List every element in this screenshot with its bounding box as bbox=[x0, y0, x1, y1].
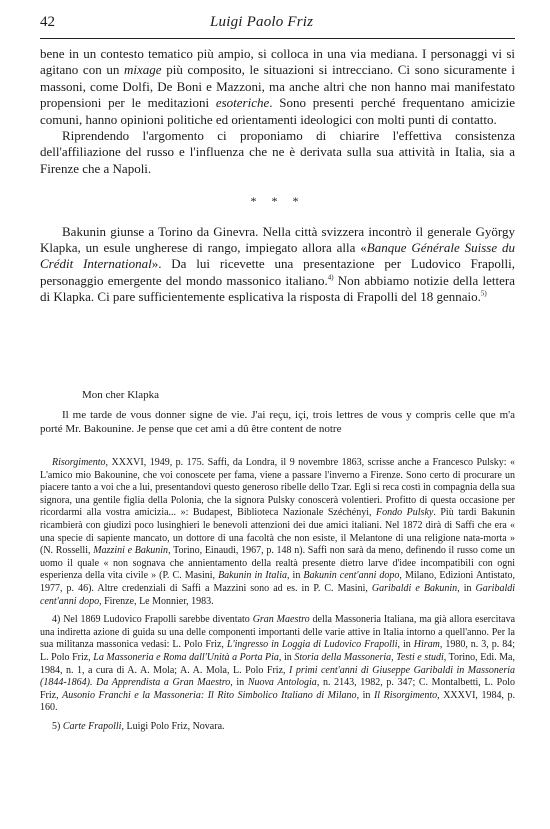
text-run: , in bbox=[230, 677, 248, 689]
text-run: , in bbox=[278, 651, 295, 663]
italic-run: I primi cent'anni di Giuseppe Garibaldi in Massoneria (1844-1864). Da Apprendista a Gran Maestro bbox=[40, 664, 515, 689]
italic-run: Hiram bbox=[413, 639, 440, 651]
text-run: . Più tardi Bakunin ricambierà con giudizi poco lusinghieri le benevoli attenzioni dei due amici italiani. Nel 1872 dirà di Saffi che era « una specie di sapiente mancato, un dottore di una facoltà che non esiste, il Melantone di una religione nata-morta » (N. Rosselli, bbox=[40, 507, 515, 557]
text-run: , XXXVI, 1984, p. 160. bbox=[40, 689, 516, 714]
italic-run: La Massoneria e Roma dall'Unità a Porta Pia bbox=[93, 651, 279, 663]
text-run: , n. 2143, 1982, p. 347; C. Montalbetti, L. Polo Friz, bbox=[40, 677, 516, 701]
page-header bbox=[40, 14, 515, 36]
footnote-4 bbox=[40, 614, 515, 715]
paragraph-3: Bakunin giunse a Torino da Ginevra. Nella città svizzera incontrò il generale György Klapka, un esule ungherese di rango, impiegato allora alla «Banque Générale Suisse du Crédit International». Da lui ricevette una presentazione per Ludovico Frapolli, personaggio emergente del mondo massonico italiano.$^{4)}$ Non abbiamo notizie della lettera di Klapka. Ci pare sufficientemente esplicativa la risposta di Frapolli del 18 gennaio.$^{5)}$ bbox=[40, 223, 515, 305]
text-run: , Luigi Polo Friz, Novara. bbox=[121, 720, 225, 732]
main-text bbox=[40, 46, 515, 306]
letter-salutation: Mon cher Klapka bbox=[82, 389, 159, 401]
paragraph-2: Riprendendo l'argomento ci proponiamo di chiarire l'effettiva consistenza dell'affiliazione del russo e l'influenza che ne è derivata sulla sua attività in Italia, sia a Firenze che a Napoli. bbox=[40, 128, 515, 176]
text-run: , Torino, Einaudi, 1967, p. 148 n). Saffi non sarà da meno, definendo il russo come un uomo il quale « non sognava che annientamento della realtà presente dietro larve d'idee incompatibili con ogni esperienza della vita civile » (P. C. Masini, bbox=[40, 545, 516, 582]
header-rule bbox=[40, 38, 515, 39]
italic-run: Mazzini e Bakunin bbox=[93, 545, 169, 557]
quoted-letter bbox=[40, 388, 515, 437]
text-run: , Torino, Edi. Ma, 1984, n. 1, a cura di A. A. Mola; A. A. Mola, L. Polo Friz, bbox=[40, 651, 515, 676]
running-head: Luigi Paolo Friz bbox=[210, 14, 314, 30]
text-run: della Massoneria Italiana, ma già allora esercitava una indiretta azione di guida su una delle componenti importanti delle varie attive in Italia intorno a quell'anno. Per la sua militanza massonica vedasi: L. Polo Friz, bbox=[40, 614, 516, 651]
text-run: , Milano, Edizioni Antistato, 1977, p. 46). Altre credenziali di Saffi a Mazzini sono ad es. in P. C. Masini, bbox=[40, 570, 515, 594]
paragraph-1: bene in un contesto tematico più ampio, si colloca in una via mediana. I personaggi vi si agitano con un mixage più composito, le situazioni si intrecciano. Ci sono sicuramente i massoni, come Dolfi, De Boni e Mazzoni, ma anche altri che non hanno mai manifestato propensioni per le meditazioni esoteriche. Sono presenti perché frequentano amicizie comuni, hanno opinioni politiche ed orientamenti ideologici con molti punti di contatto. bbox=[40, 46, 515, 127]
text-run: , in bbox=[286, 570, 304, 582]
footnote-ref-5[interactable]: 5) bbox=[480, 289, 487, 298]
italic-run: Storia della Massoneria, Testi e studi bbox=[294, 651, 444, 663]
italic-run: Il Risorgimento bbox=[373, 689, 438, 701]
italic-run: Ausonio Franchi e la Massoneria: Il Rito Simbolico Italiano di Milano bbox=[62, 689, 357, 701]
italic-run: Risorgimento bbox=[52, 457, 106, 468]
italic-run: Bakunin in Italia bbox=[218, 570, 287, 582]
text-run: , in bbox=[397, 639, 414, 651]
italic-run: Carte Frapolli bbox=[62, 720, 122, 732]
text-run: , in bbox=[457, 582, 476, 594]
text-run: , in bbox=[356, 689, 374, 701]
italic-run: L'ingresso in Loggia di Ludovico Frapolli bbox=[226, 639, 398, 651]
footnotes bbox=[40, 457, 515, 733]
footnote-5 bbox=[40, 721, 515, 734]
italic-run: Garibaldi cent'anni dopo bbox=[40, 582, 515, 607]
footnote-3-continued bbox=[40, 457, 515, 608]
italic-run: Fondo Pulsky bbox=[376, 507, 434, 519]
italic-run: Bakunin cent'anni dopo bbox=[303, 570, 400, 582]
section-break: * * * bbox=[250, 194, 305, 209]
letter-text: Il me tarde de vous donner signe de vie. J'ai reçu, içi, trois lettres de vous y compris celle que m'a porté Mr. Bakounine. Je pense que cet ami a dû être content de notre bbox=[40, 409, 515, 436]
footnote-ref-4[interactable]: 4) bbox=[327, 273, 334, 282]
italic-run: Garibaldi e Bakunin bbox=[371, 582, 458, 594]
italic-run: Gran Maestro bbox=[252, 614, 310, 626]
text-run: 4) Nel 1869 Ludovico Frapolli sarebbe diventato bbox=[52, 614, 253, 626]
text-run: , XXXVI, 1949, p. 175. Saffi, da Londra, il 9 novembre 1863, scrisse anche a Francesco Pulsky: « L'amico mio Bakounine, che voi conoscete per fama, viene a passare l'inverno a Firenze. Sono certo di procurare un piacere tanto a voi che a lui, presentandovi questo generoso ribelle dello Tzar. Egli si reca costì in compagnia della sua signora, una gentile figlia della Polonia, che la signora Pulsky conoscerà volentieri. Profitto di questa occasione per ricordarmi alla vostra amicizia... »: Budapest, Biblioteca Nazionale Széchényi, bbox=[40, 457, 515, 519]
page-number: 42 bbox=[40, 14, 55, 30]
text-run: 5) bbox=[52, 720, 63, 732]
text-run: , Firenze, Le Monnier, 1983. bbox=[99, 595, 214, 607]
text-run: , 1980, n. 3, p. 84; L. Polo Friz, bbox=[40, 639, 516, 663]
italic-run: Nuova Antologia bbox=[247, 677, 317, 689]
